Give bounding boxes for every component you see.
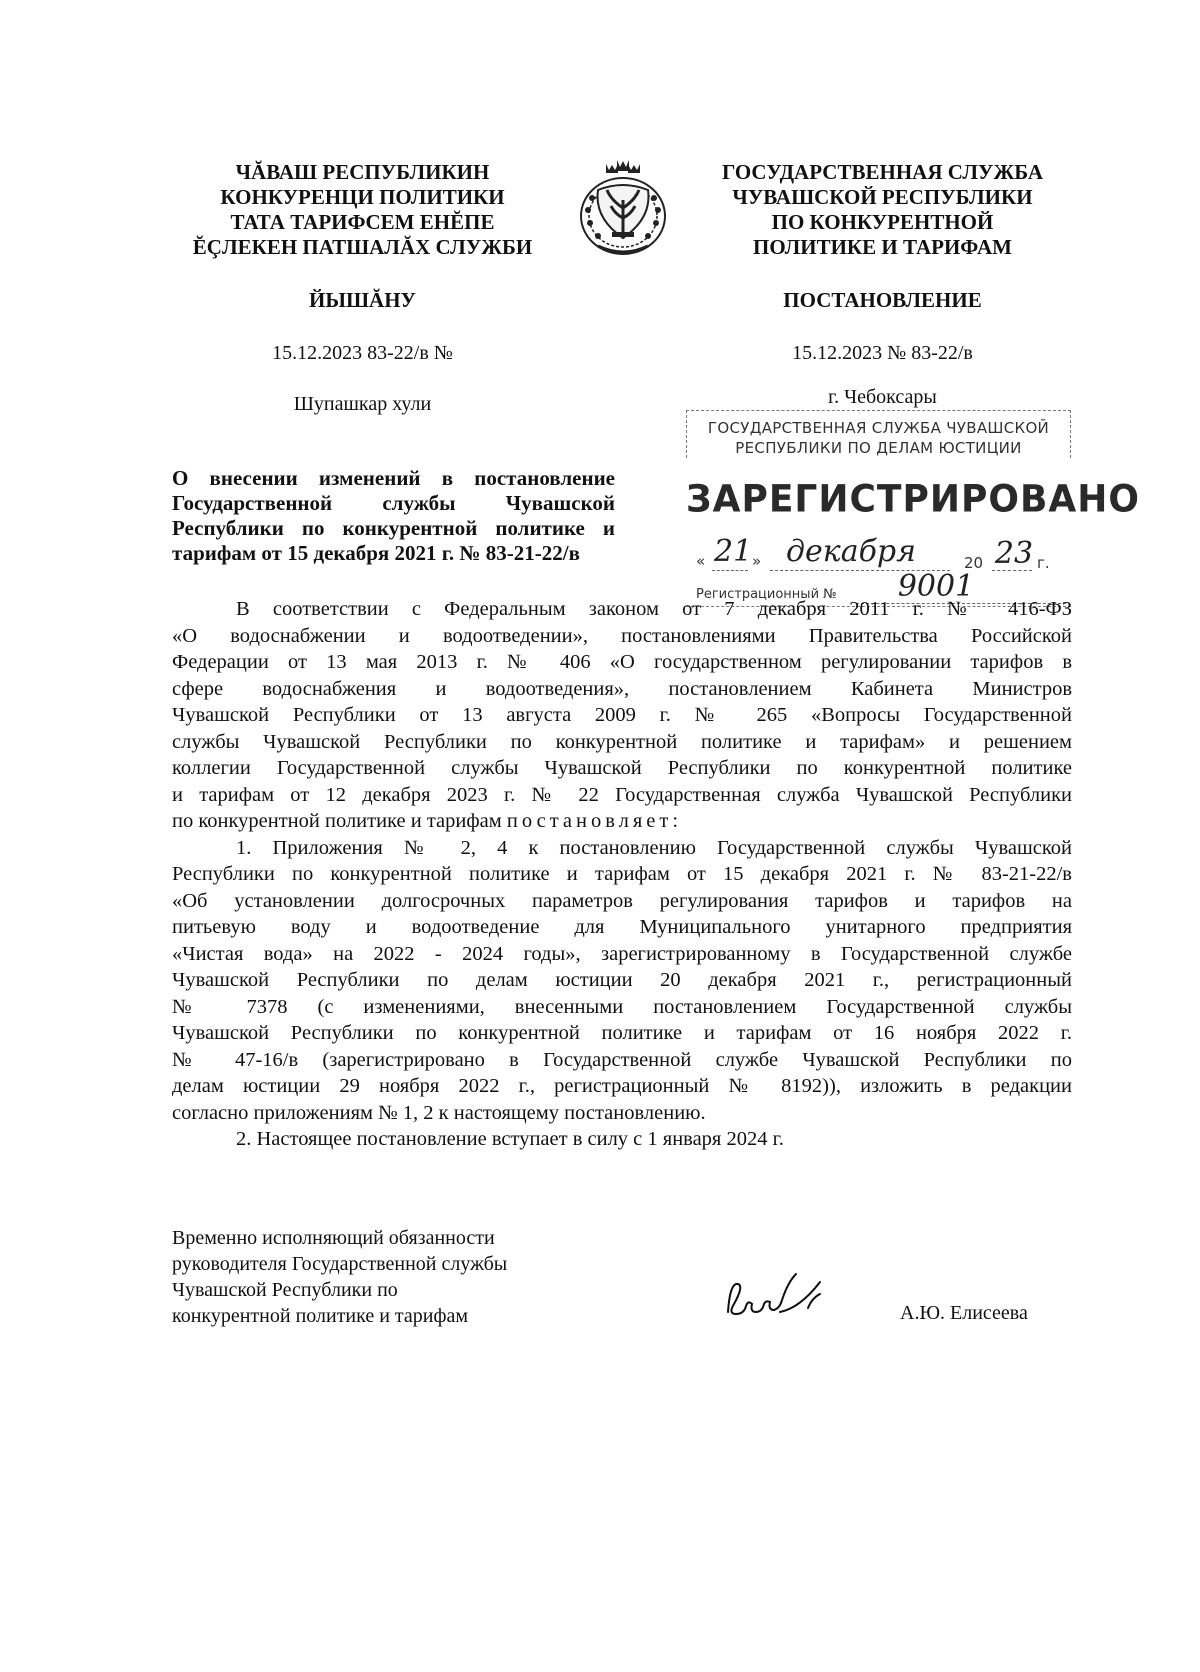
stamp-year-suffix: г. bbox=[1037, 554, 1050, 572]
body-line: Республики по конкурентной политике и тарифам от 15 декабря 2021 г. № 83-21-22/в bbox=[172, 863, 1072, 885]
date-number-left: 15.12.2023 83-22/в № bbox=[272, 342, 453, 364]
stamp-quote-open: « bbox=[696, 552, 706, 570]
stamp-border bbox=[686, 410, 1071, 411]
signer-line: Временно исполняющий обязанности bbox=[172, 1227, 495, 1249]
body-line: Чувашской Республики от 13 августа 2009 г. № 265 «Вопросы Государственной bbox=[172, 704, 1072, 726]
body-line bbox=[172, 808, 1072, 835]
stamp-day: 21 bbox=[714, 534, 753, 569]
signer-line: Чувашской Республики по bbox=[172, 1279, 398, 1301]
stamp-reg-number: 9001 bbox=[897, 569, 975, 604]
stamp-org bbox=[686, 418, 1071, 458]
header-left-line: ĔÇЛЕКЕН ПАТШАЛĂХ СЛУЖБИ bbox=[192, 235, 533, 259]
signer-position bbox=[172, 1225, 592, 1329]
header-right-line: ПОЛИТИКЕ И ТАРИФАМ bbox=[752, 235, 1012, 259]
document-body bbox=[172, 596, 1072, 1153]
body-line: «Чистая вода» на 2022 - 2024 годы», зарегистрированному в Государственной службе bbox=[172, 942, 1072, 965]
header-right-line: ЧУВАШСКОЙ РЕСПУБЛИКИ bbox=[732, 185, 1033, 209]
body-line: 1. Приложения № 2, 4 к постановлению Государственной службы Чувашской bbox=[236, 836, 1072, 859]
body-line: делам юстиции 29 ноября 2022 г., регистрационный № 8192)), изложить в редакции bbox=[172, 1075, 1072, 1097]
body-line: «Об установлении долгосрочных параметров регулирования тарифов и тарифов на bbox=[172, 889, 1072, 912]
handwritten-signature bbox=[718, 1272, 838, 1332]
body-line: № 47-16/в (зарегистрировано в Государственной службе Чувашской Республики по bbox=[172, 1048, 1072, 1071]
body-line: 2. Настоящее постановление вступает в силу с 1 января 2024 г. bbox=[236, 1128, 784, 1150]
body-line: Чувашской Республики по конкурентной политике и тарифам от 16 ноября 2022 г. bbox=[172, 1022, 1072, 1044]
body-line: № 7378 (с изменениями, внесенными постановлением Государственной службы bbox=[172, 995, 1072, 1018]
body-line: согласно приложениям № 1, 2 к настоящему постановлению. bbox=[172, 1101, 706, 1124]
subject-line: О внесении изменений в постановление bbox=[172, 466, 615, 490]
stamp-quote-close: » bbox=[752, 552, 762, 570]
body-line: питьевую воду и водоотведение для Муниципального унитарного предприятия bbox=[172, 916, 1072, 938]
stamp-month: декабря bbox=[786, 534, 916, 569]
body-line: «О водоснабжении и водоотведении», постановлениями Правительства Российской bbox=[172, 624, 1072, 647]
header-left-line: ЧĂВАШ РЕСПУБЛИКИН bbox=[235, 160, 490, 184]
stamp-underline bbox=[992, 570, 1032, 571]
body-line: и тарифам от 12 декабря 2023 г. № 22 Государственная служба Чувашской Республики bbox=[172, 783, 1072, 806]
stamp-org-line: ГОСУДАРСТВЕННАЯ СЛУЖБА ЧУВАШСКОЙ bbox=[707, 419, 1050, 437]
body-line: В соответствии с Федеральным законом от 7 декабря 2011 г. № 416-ФЗ bbox=[236, 598, 1072, 620]
stamp-date-line bbox=[696, 534, 1066, 574]
body-line-prefix: по конкурентной политике и тарифам bbox=[172, 810, 507, 832]
body-line: сфере водоснабжения и водоотведения», постановлением Кабинета Министров bbox=[172, 677, 1072, 700]
signer-line: руководителя Государственной службы bbox=[172, 1253, 508, 1275]
body-line: службы Чувашской Республики по конкурентной политике и тарифам» и решением bbox=[172, 730, 1072, 753]
doc-type-right: ПОСТАНОВЛЕНИЕ bbox=[783, 288, 982, 312]
date-number-right: 15.12.2023 № 83-22/в bbox=[792, 342, 973, 364]
signer-line: конкурентной политике и тарифам bbox=[172, 1305, 468, 1327]
signer-name: А.Ю. Елисеева bbox=[900, 1302, 1028, 1324]
subject-line: Республики по конкурентной политике и bbox=[172, 516, 615, 540]
header-right-line: ГОСУДАРСТВЕННАЯ СЛУЖБА bbox=[722, 160, 1043, 184]
header-left bbox=[170, 160, 555, 260]
stamp-reg-label: Регистрационный № bbox=[696, 587, 837, 602]
header-right bbox=[690, 160, 1075, 260]
stamp-org-line: РЕСПУБЛИКИ ПО ДЕЛАМ ЮСТИЦИИ bbox=[735, 439, 1022, 457]
doc-type-left: ЙЫШĂНУ bbox=[309, 288, 416, 312]
body-line: Федерации от 13 мая 2013 г. № 406 «О государственном регулировании тарифов в bbox=[172, 651, 1072, 673]
city-right: г. Чебоксары bbox=[828, 386, 937, 408]
city-left: Шупашкар хули bbox=[293, 393, 432, 415]
subject-heading bbox=[172, 466, 615, 566]
stamp-title: ЗАРЕГИСТРИРОВАНО bbox=[686, 477, 1140, 522]
coat-of-arms-chuvashia-icon bbox=[568, 158, 678, 258]
subject-line: Государственной службы Чувашской bbox=[172, 491, 615, 515]
header-right-line: ПО КОНКУРЕНТНОЙ bbox=[771, 210, 994, 234]
header-left-line: КОНКУРЕНЦИ ПОЛИТИКИ bbox=[220, 185, 505, 209]
resolution-word: постановляет: bbox=[506, 810, 683, 832]
stamp-year-tail: 23 bbox=[994, 536, 1034, 571]
subject-line: тарифам от 15 декабря 2021 г. № 83-21-22/в bbox=[172, 541, 580, 565]
body-line: коллегии Государственной службы Чувашской Республики по конкурентной политике bbox=[172, 757, 1072, 779]
registration-stamp bbox=[686, 410, 1140, 610]
body-line: Чувашской Республики по делам юстиции 20 декабря 2021 г., регистрационный bbox=[172, 969, 1072, 991]
stamp-underline bbox=[712, 570, 748, 571]
header-left-line: ТАТА ТАРИФСЕМ ЕНĔПЕ bbox=[230, 210, 495, 234]
stamp-century-prefix: 20 bbox=[964, 554, 984, 572]
